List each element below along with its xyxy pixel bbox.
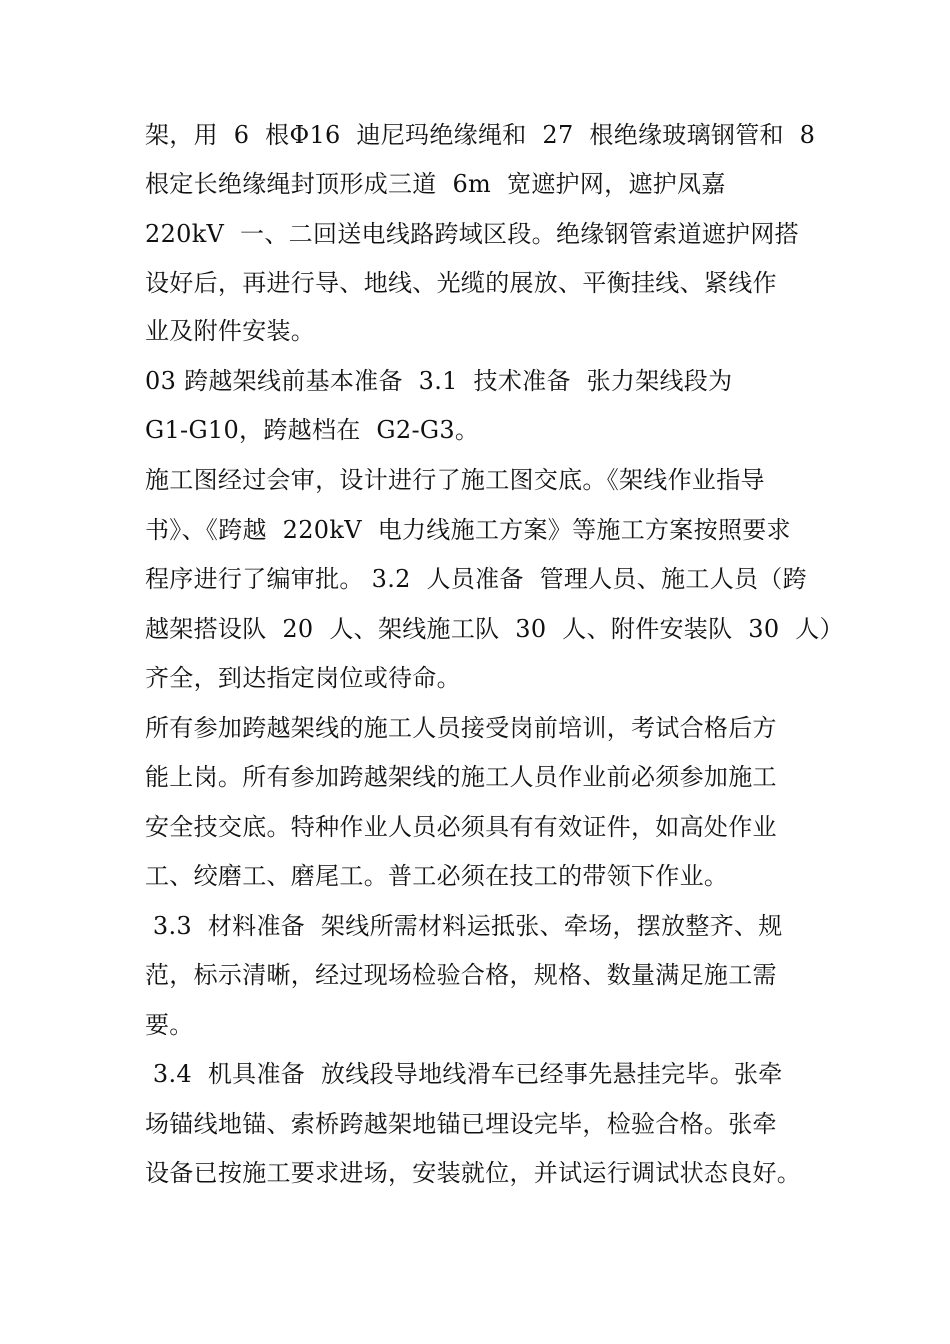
text-line: 根定长绝缘绳封顶形成三道 6m 宽遮护网，遮护凤嘉	[145, 170, 726, 198]
text-line: 书》、《跨越 220kV 电力线施工方案》等施工方案按照要求	[145, 516, 791, 544]
text-line: 3.4 机具准备 放线段导地线滑车已经事先悬挂完毕。张牵	[145, 1060, 783, 1088]
text-line: 场锚线地锚、索桥跨越架地锚已埋设完毕，检验合格。张牵	[145, 1110, 777, 1138]
text-line: 越架搭设队 20 人、架线施工队 30 人、附件安装队 30 人）	[145, 615, 844, 643]
text-line: G1-G10，跨越档在 G2-G3。	[145, 416, 480, 444]
text-line: 工、绞磨工、磨尾工。普工必须在技工的带领下作业。	[145, 862, 729, 890]
text-line: 设好后，再进行导、地线、光缆的展放、平衡挂线、紧线作	[145, 269, 777, 297]
text-line: 架，用 6 根Φ16 迪尼玛绝缘绳和 27 根绝缘玻璃钢管和 8	[145, 121, 816, 149]
text-line: 要。	[145, 1011, 194, 1039]
section-heading-line: 03 跨越架线前基本准备 3.1 技术准备 张力架线段为	[145, 367, 733, 395]
text-line: 范，标示清晰，经过现场检验合格，规格、数量满足施工需	[145, 961, 777, 989]
text-line: 3.3 材料准备 架线所需材料运抵张、牵场，摆放整齐、规	[145, 912, 783, 940]
text-line: 能上岗。所有参加跨越架线的施工人员作业前必须参加施工	[145, 763, 777, 791]
text-line: 所有参加跨越架线的施工人员接受岗前培训，考试合格后方	[145, 714, 777, 742]
text-line: 业及附件安装。	[145, 317, 316, 345]
text-line: 220kV 一、二回送电线路跨域区段。绝缘钢管索道遮护网搭	[145, 220, 799, 248]
text-line: 齐全，到达指定岗位或待命。	[145, 664, 461, 692]
text-line: 程序进行了编审批。 3.2 人员准备 管理人员、施工人员（跨	[145, 565, 807, 593]
text-line: 施工图经过会审，设计进行了施工图交底。《架线作业指导	[145, 466, 765, 494]
text-line: 设备已按施工要求进场，安装就位，并试运行调试状态良好。	[145, 1159, 802, 1187]
text-line: 安全技交底。特种作业人员必须具有有效证件，如高处作业	[145, 813, 777, 841]
